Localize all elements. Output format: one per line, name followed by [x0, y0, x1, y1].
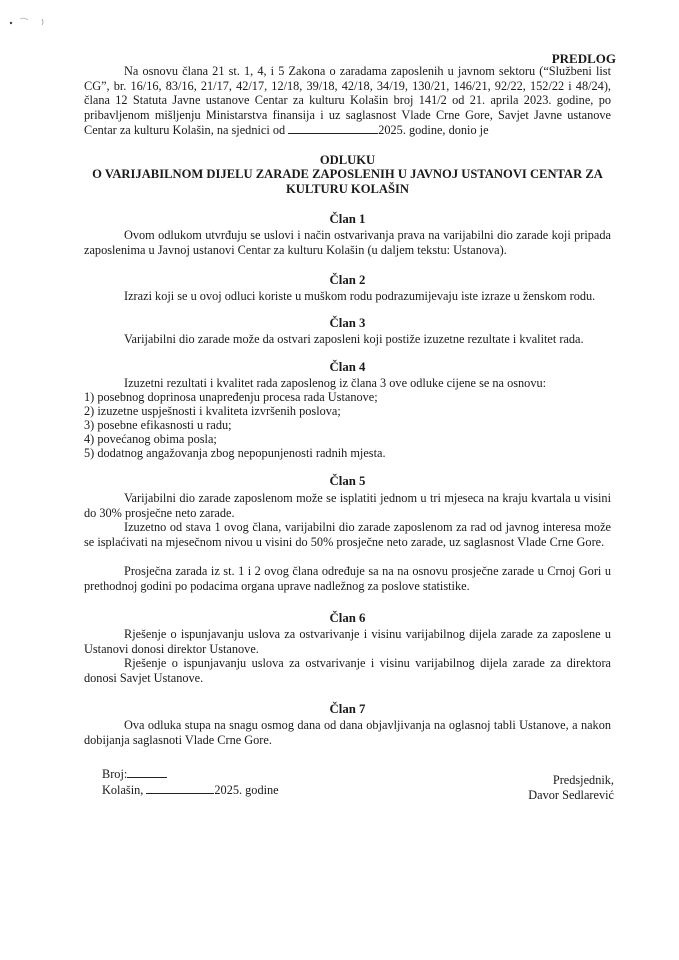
signature-block	[522, 773, 614, 802]
article-2-heading: Član 2	[329, 273, 366, 287]
list-item: 2) izuzetne uspješnosti i kvaliteta izvršenih poslova;	[84, 403, 341, 418]
list-item: 5) dodatnog angažovanja zbog nepopunjenosti radnih mjesta.	[84, 445, 386, 460]
place-label: Kolašin,	[102, 782, 144, 797]
article-4-intro: Izuzetni rezultati i kvalitet rada zaposlenog iz člana 3 ove odluke cijene se na osnovu:	[124, 376, 547, 390]
document-title	[84, 153, 611, 196]
footer-reference	[102, 766, 279, 797]
date-blank	[288, 122, 378, 134]
article-2-text: Izrazi koji se u ovoj odluci koriste u muškom rodu podrazumijevaju iste izraze u ženskom rodu.	[124, 289, 596, 303]
signer-name: Davor Sedlarević	[528, 787, 614, 802]
signing-date-blank	[146, 782, 214, 794]
list-item: 3) posebne efikasnosti u radu;	[84, 417, 232, 432]
article-3-text: Varijabilni dio zarade može da ostvari zaposleni koji postiže izuzetne rezultate i kvalitet rada.	[124, 332, 584, 346]
article-5-para-1: Varijabilni dio zarade zaposlenom može se isplatiti jednom u tri mjeseca na kraju kvartala u visini do 30% prosječne neto zarade.	[84, 491, 611, 520]
article-6-para-1: Rješenje o ispunjavanju uslova za ostvarivanje i visinu varijabilnog dijela zarade za zaposlene u Ustanovi donosi direktor Ustanove.	[84, 627, 611, 656]
draft-label: PREDLOG	[551, 51, 616, 66]
signer-title: Predsjednik,	[552, 773, 614, 787]
article-3-heading: Član 3	[329, 316, 366, 330]
preamble	[84, 64, 611, 138]
article-1-text: Ovom odlukom utvrđuju se uslovi i način ostvarivanja prava na varijabilni dio zarade koji pripada zaposlenima u Javnoj ustanovi Centar za kulturu Kolašin (u daljem tekstu: Ustanova).	[84, 228, 611, 257]
article-5-heading: Član 5	[329, 474, 366, 488]
article-7-text: Ova odluka stupa na snagu osmog dana od dana objavljivanja na oglasnoj tabli Ustanove, a nakon dobijanja saglasnoti Vlade Crne Gore.	[84, 718, 611, 747]
article-4-heading: Član 4	[329, 360, 366, 374]
article-6-heading: Član 6	[329, 611, 366, 625]
article-1-heading: Član 1	[329, 212, 366, 226]
list-item: 1) posebnog doprinosa unapređenju procesa rada Ustanove;	[84, 390, 378, 404]
article-7-heading: Član 7	[329, 702, 366, 716]
signing-year: 2025. godine	[214, 782, 279, 797]
preamble-end: 2025. godine, donio je	[378, 123, 489, 138]
title-line-1: ODLUKU	[319, 153, 376, 167]
preamble-text: Na osnovu člana 21 st. 1, 4, i 5 Zakona o zaradama zaposlenih u javnom sektoru (“Službeni list CG”, br. 16/16, 83/16, 21/17, 42/17, 12/18, 39/18, 42/18, 34/19, 130/21, 146/21, 92/22, 152/22 i 48/24), člana 12 Statuta Javne ustanove Centar za kulturu Kolašin broj 141/2 od 21. aprila 2023. godine, po pribavljenom mišljenju Ministarstva finansija i uz saglasnost Vlade Crne Gore, Savjet Javne ustanove Centar za kulturu Kolašin, na sjednici od	[84, 64, 611, 138]
article-6-para-2: Rješenje o ispunjavanju uslova za ostvarivanje i visinu varijabilnog dijela zarade za direktora donosi Savjet Ustanove.	[84, 656, 611, 685]
article-5-para-3: Prosječna zarada iz st. 1 i 2 ovog člana određuje sa na na osnovu prosječne zarade u Crnoj Gori u prethodnoj godini po podacima organa uprave nadležnog za poslove statistike.	[84, 564, 611, 593]
place-date-line	[102, 782, 279, 798]
reference-number-label: Broj:	[102, 767, 128, 781]
article-5-para-2: Izuzetno od stava 1 ovog člana, varijabilni dio zarade zaposlenom za rad od javnog interesa može se isplaćivati na mjesečnom nivou u visini do 50% prosječne neto zarade, uz saglasnost Vlade Crne Gore.	[84, 520, 611, 549]
reference-number-blank	[127, 766, 167, 778]
list-item: 4) povećanog obima posla;	[84, 431, 217, 446]
scan-marks	[8, 14, 58, 30]
title-line-2: O VARIJABILNOM DIJELU ZARADE ZAPOSLENIH U JAVNOJ USTANOVI CENTAR ZA KULTURU KOLAŠIN	[92, 167, 603, 196]
article-4-list	[84, 391, 611, 461]
reference-number-line	[102, 766, 279, 782]
